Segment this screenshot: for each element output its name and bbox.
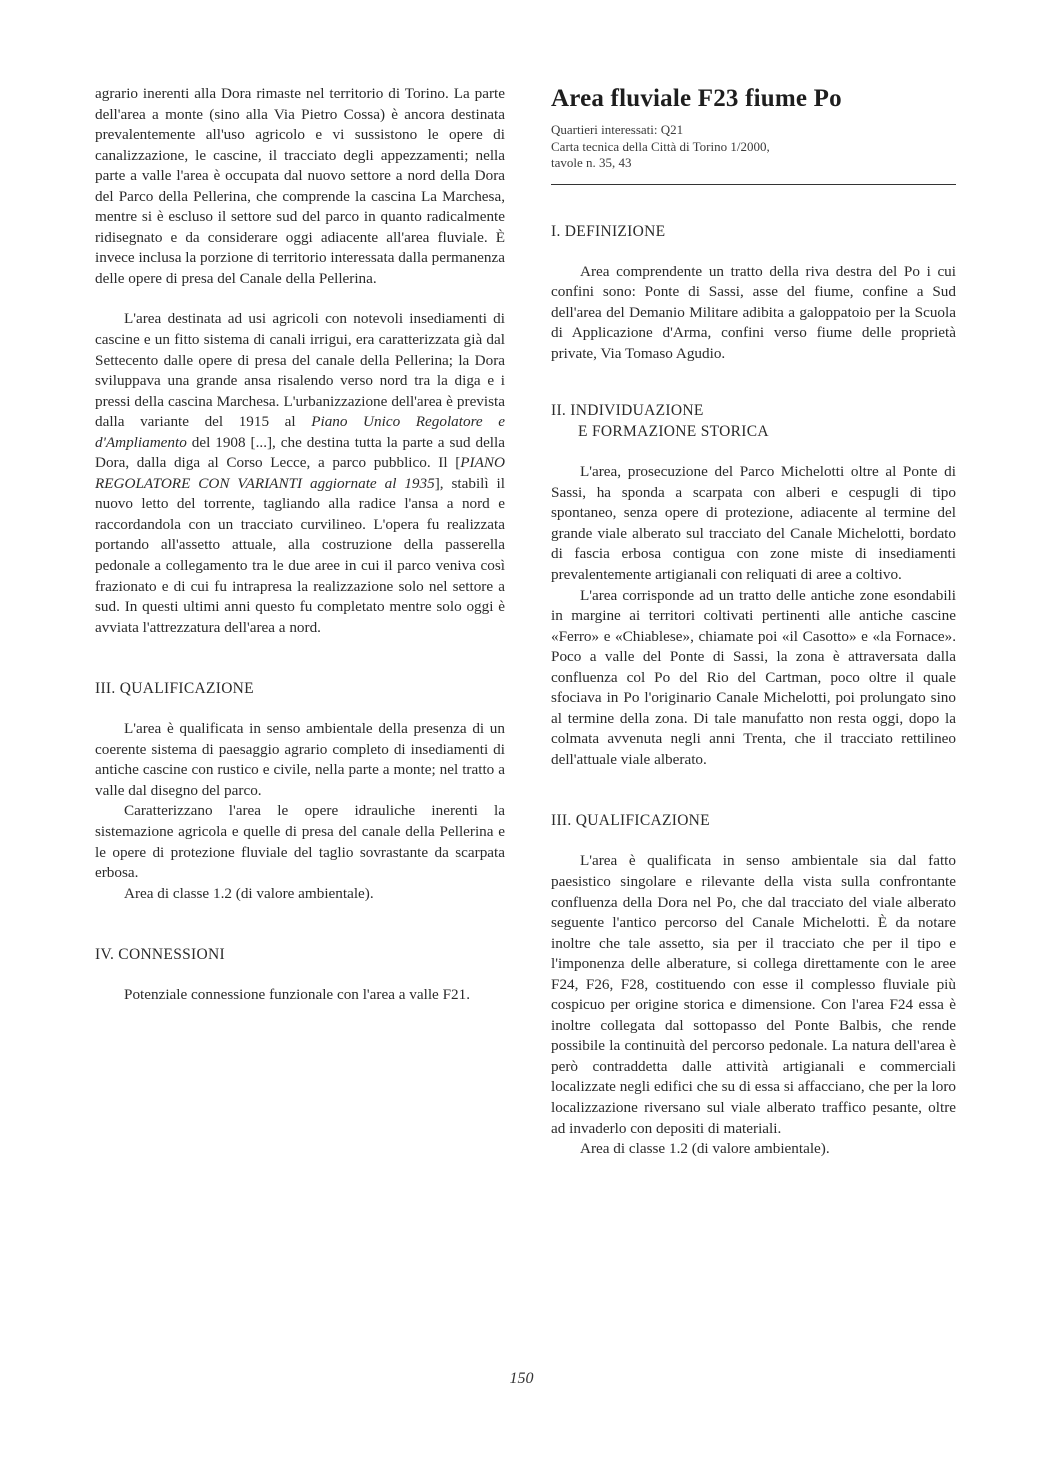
paragraph: agrario inerenti alla Dora rimaste nel territorio di Torino. La parte dell'area a monte (sino alla Via Pietro Cossa) è ancora destinata prevalentemente all'uso agricolo e vi sussistono le opere di canalizzazione, le cascine, il tracciato degli appezzamenti; nella parte a valle l'area è occupata dal nuovo settore a nord della Dora del Parco della Pellerina, che comprende la cascina La Marchesa, mentre si è escluso il settore sud del parco in quanto radicalmente ridisegnato e da considerare oggi adiacente all'area fluviale. È invece inclusa la porzione di territorio interessata dalla permanenza delle opere di presa del Canale della Pellerina. (95, 85, 505, 287)
section-title: Area fluviale F23 fiume Po (551, 85, 842, 112)
paragraph: Potenziale connessione funzionale con l'area a valle F21. (124, 986, 471, 1004)
section-heading: E FORMAZIONE STORICA (578, 423, 769, 441)
section-heading: III. QUALIFICAZIONE (551, 812, 710, 830)
paragraph: Area comprendente un tratto della riva destra del Po i cui confini sono: Ponte di Sassi, asse del fiume, confine a Sud dell'area del Demanio Militare adibita a galoppatoio per la Scuola di Applicazione d'Arma, confini verso fiume delle proprietà private, Via Tomaso Agudio. (551, 262, 956, 362)
paragraph: L'area, prosecuzione del Parco Michelotti oltre al Ponte di Sassi, ha sponda a scarpata con alberi e cespugli di tipo spontaneo, senza opere di protezione, adiacente al termine del grande viale alberato sul tracciato del Canale Michelotti, bordato di fascia erbosa contigua con zone miste di insediamenti prevalentemente artigianali con reliquati di aree a coltivo. (551, 463, 956, 583)
meta-line: tavole n. 35, 43 (551, 155, 632, 170)
paragraph: Caratterizzano l'area le opere idrauliche inerenti la sistemazione agricola e quelle di presa del canale della Pellerina e le opere di protezione fluviale del taglio sovrastante da scarpata erbosa. (95, 802, 505, 882)
paragraph: Area di classe 1.2 (di valore ambientale). (124, 884, 374, 902)
left-column (95, 84, 505, 1006)
section-heading: I. DEFINIZIONE (551, 222, 666, 240)
section-heading: III. QUALIFICAZIONE (95, 680, 254, 698)
paragraph: Area di classe 1.2 (di valore ambientale). (580, 1140, 830, 1158)
section-heading: II. INDIVIDUAZIONE (551, 402, 704, 420)
section-heading: IV. CONNESSIONI (95, 946, 225, 964)
paragraph: L'area è qualificata in senso ambientale della presenza di un coerente sistema di paesaggio agrario completo di insediamenti di antiche cascine con rustico e civile, nella parte a monte; nel tratto a valle dal disegno del parco. (95, 720, 505, 799)
paragraph: L'area destinata ad usi agricoli con notevoli insediamenti di cascine e un fitto sistema di canali irrigui, era caratterizzata già dal Settecento dalle opere di presa del canale della Pellerina; la Dora sviluppava una grande ansa risalendo verso nord tra la diga e i pressi della cascina Marchesa. L'urbanizzazione dell'area è prevista dalla variante del 1915 al Piano Unico Regolatore e d'Ampliamento del 1908 [...], che destina tutta la parte a sud della Dora, dalla diga al Corso Lecce, a parco pubblico. Il [PIANO REGOLATORE CON VARIANTI aggiornate al 1935], stabilì il nuovo letto del torrente, tagliando alla radice l'ansa a nord e raccordandola con un tracciato curvilineo. L'opera fu realizzata portando all'assetto attuale, alla costruzione della passerella pedonale a collegamento tra le due aree in cui il parco veniva così frazionato e di cui fu intrapresa la realizzazione solo nel settore a sud. In questi ultimi anni questo fu completato mentre solo oggi è avviata l'attrezzatura dell'area a nord. (95, 310, 505, 636)
paragraph: L'area è qualificata in senso ambientale sia dal fatto paesistico singolare e rilevante della vista sulla confrontante confluenza della Dora nel Po, che dal tracciato del viale alberato seguente l'antico percorso del Canale Michelotti. È da notare inoltre che tale assetto, sia per il tracciato che per il tipo e l'imponenza delle alberature, si collega direttamente con le aree F24, F26, F28, costituendo con esse il complesso fluviale più cospicuo per origine storica e dimensione. Con l'area F24 essa è inoltre collegata dal sottopasso del Ponte Balbis, che rende possibile la continuità del percorso pedonale. La natura dell'area è però contraddetta dalle attività artigianali e commerciali localizzate negli edifici che su di essa si affacciano, che per la loro localizzazione riversano sul viale alberato traffico pesante, oltre ad invaderlo con depositi di materiali. (551, 852, 956, 1137)
paragraph: L'area corrisponde ad un tratto delle antiche zone esondabili in margine ai territori coltivati pertinenti alle antiche cascine «Ferro» e «Chiablese», chiamate poi «il Casotto» e «la Fornace». Poco a valle del Ponte di Sassi, la zona è attraversata dalla confluenza col Po del Rio del Cartman, poco oltre il quale sfociava in Po l'originario Canale Michelotti, poi prolungato sino al termine della zona. Di tale manufatto non resta oggi, dopo la colmata avvenuta negli anni Trenta, che il tracciato rettilineo dell'attuale viale alberato. (551, 586, 956, 768)
right-column (551, 84, 956, 1160)
meta-line: Carta tecnica della Città di Torino 1/2000, (551, 138, 770, 154)
meta-line: Quartieri interessati: Q21 (551, 122, 684, 137)
page-number: 150 (509, 1370, 534, 1387)
